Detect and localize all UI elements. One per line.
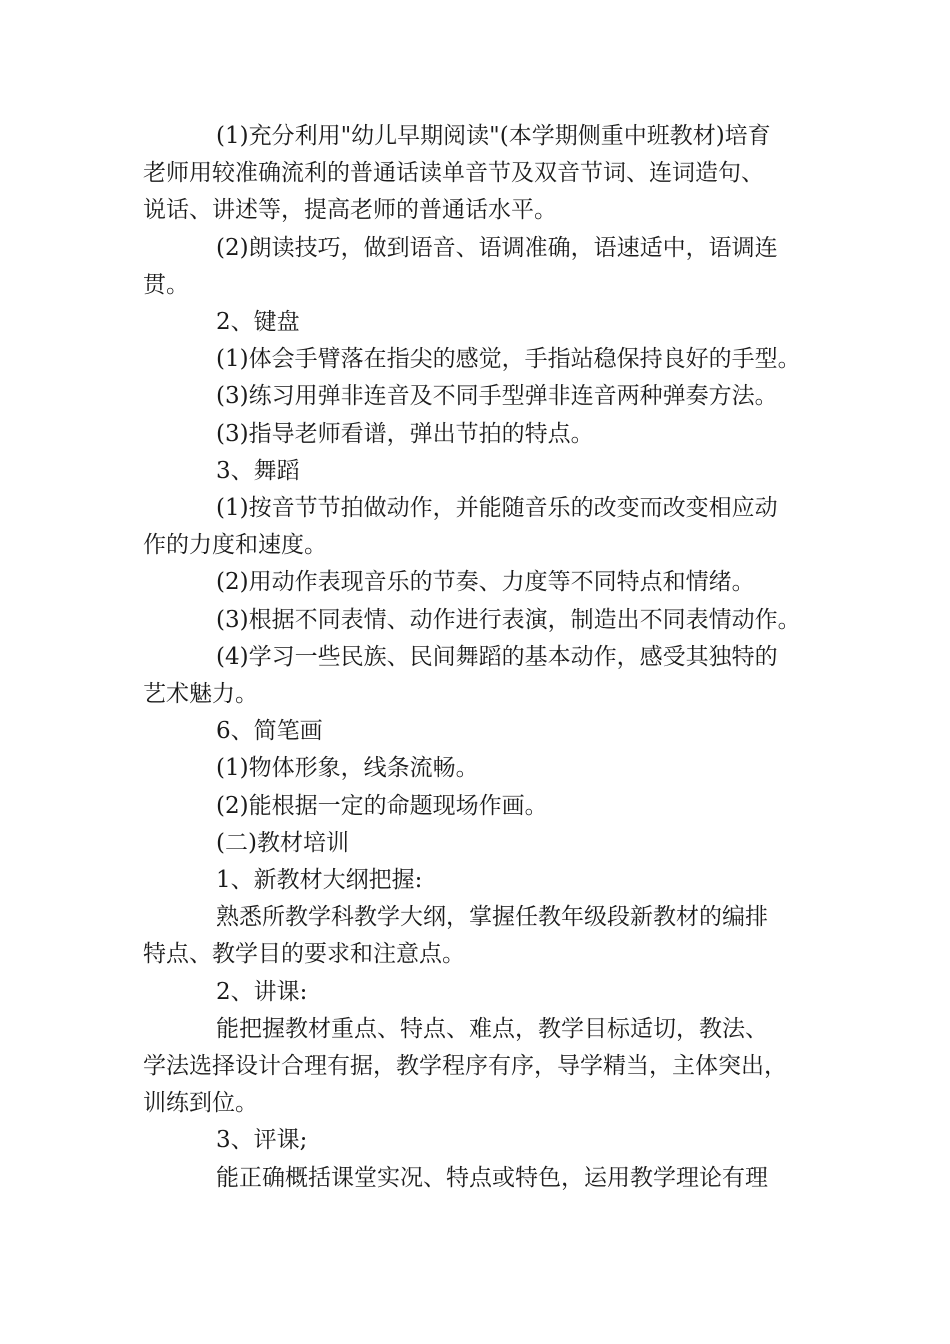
paragraph-continuation-line: 训练到位。 [143,1090,258,1117]
paragraph-first-line: (4)学习一些民族、民间舞蹈的基本动作，感受其独特的 [216,643,778,670]
paragraph-first-line: (1)充分利用"幼儿早期阅读"(本学期侧重中班教材)培育 [216,123,771,149]
paragraph-first-line: (2)能根据一定的命题现场作画。 [216,792,548,819]
paragraph-continuation-line: 老师用较准确流利的普通话读单音节及双音节词、连词造句、 [143,160,764,187]
paragraph [143,899,823,973]
paragraph [143,118,823,230]
paragraph-first-line: (二)教材培训 [216,829,349,856]
paragraph-first-line: (3)指导老师看谱，弹出节拍的特点。 [216,420,594,447]
paragraph-first-line: (3)练习用弹非连音及不同手型弹非连音两种弹奏方法。 [216,383,778,410]
paragraph [143,713,823,750]
paragraph [143,416,823,453]
paragraph [143,490,823,564]
paragraph-first-line: 2、键盘 [216,309,300,336]
paragraph [143,341,823,378]
paragraph-first-line: 3、舞蹈 [216,457,300,484]
paragraph-continuation-line: 艺术魅力。 [143,681,258,708]
paragraph-first-line: 能把握教材重点、特点、难点，教学目标适切，教法、 [216,1015,768,1042]
paragraph-continuation-line: 作的力度和速度。 [143,532,327,559]
paragraph [143,825,823,862]
paragraph-continuation-line: 贯。 [143,271,189,298]
paragraph [143,304,823,341]
paragraph-first-line: 3、评课; [216,1127,308,1154]
paragraph [143,564,823,601]
paragraph-first-line: (1)物体形象，线条流畅。 [216,755,479,782]
paragraph-first-line: (1)体会手臂落在指尖的感觉，手指站稳保持良好的手型。 [216,346,801,373]
document-body [143,118,823,1197]
paragraph [143,1160,823,1197]
paragraph [143,974,823,1011]
paragraph [143,639,823,713]
paragraph [143,1122,823,1159]
paragraph-continuation-line: 特点、教学目的要求和注意点。 [143,941,465,968]
paragraph [143,453,823,490]
paragraph-first-line: 熟悉所教学科教学大纲，掌握任教年级段新教材的编排 [216,904,768,931]
paragraph-first-line: 能正确概括课堂实况、特点或特色，运用教学理论有理 [216,1164,768,1191]
paragraph [143,378,823,415]
paragraph [143,602,823,639]
paragraph-first-line: (2)朗读技巧，做到语音、语调准确，语速适中，语调连 [216,234,778,261]
paragraph-first-line: 2、讲课: [216,978,308,1005]
paragraph [143,750,823,787]
paragraph [143,1011,823,1123]
paragraph [143,862,823,899]
paragraph [143,230,823,304]
paragraph [143,788,823,825]
paragraph-first-line: (1)按音节节拍做动作，并能随音乐的改变而改变相应动 [216,495,778,522]
paragraph-continuation-line: 说话、讲述等，提高老师的普通话水平。 [143,197,557,224]
paragraph-first-line: 6、简笔画 [216,718,323,745]
paragraph-first-line: 1、新教材大纲把握: [216,867,423,894]
paragraph-first-line: (3)根据不同表情、动作进行表演，制造出不同表情动作。 [216,606,801,633]
paragraph-continuation-line: 学法选择设计合理有据，教学程序有序，导学精当，主体突出， [143,1053,787,1080]
paragraph-first-line: (2)用动作表现音乐的节奏、力度等不同特点和情绪。 [216,569,755,596]
